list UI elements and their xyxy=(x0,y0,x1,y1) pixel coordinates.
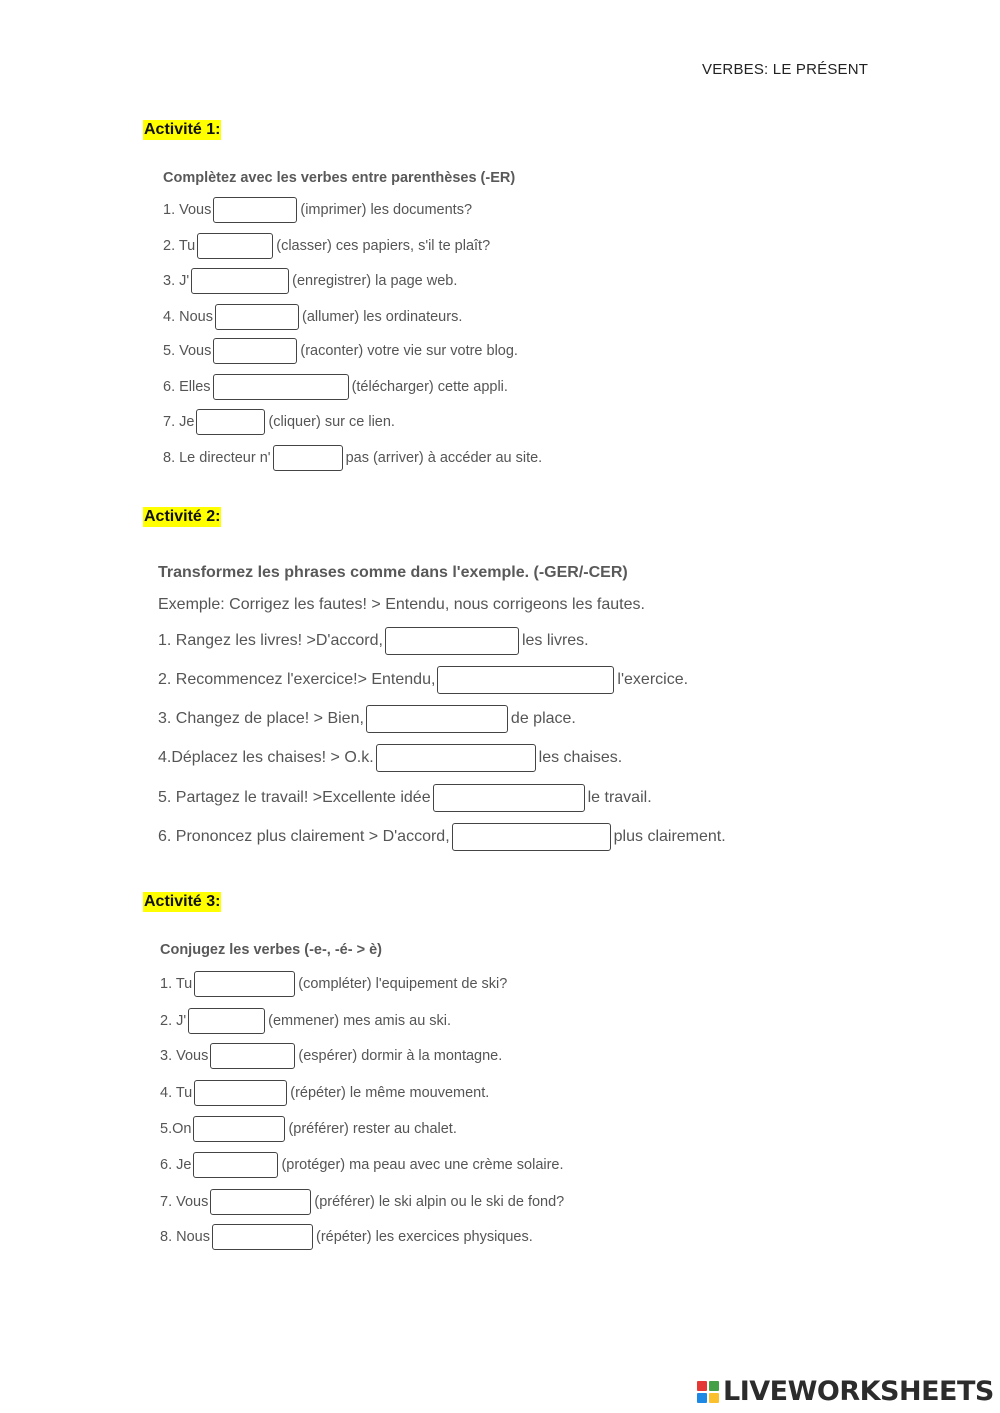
item-prompt: 2. Tu xyxy=(163,238,196,254)
activity-3-instruction: Conjugez les verbes (-e-, -é- > è) xyxy=(160,942,382,958)
answer-box[interactable] xyxy=(188,1008,265,1034)
item-prompt: 4. Tu xyxy=(160,1085,193,1101)
answer-box[interactable] xyxy=(213,338,297,364)
activity-1-item xyxy=(163,445,542,471)
activity-1-item xyxy=(163,197,472,223)
activity-2-item xyxy=(158,784,652,812)
item-hint: (espérer) dormir à la montagne. xyxy=(298,1048,503,1064)
answer-box[interactable] xyxy=(193,1116,285,1142)
item-prompt: 1. Rangez les livres! >D'accord, xyxy=(158,632,383,649)
answer-box[interactable] xyxy=(213,374,349,400)
activity-1-title: Activité 1: xyxy=(144,121,221,138)
item-hint: (télécharger) cette appli. xyxy=(351,379,508,395)
answer-box[interactable] xyxy=(273,445,343,471)
logo-square xyxy=(697,1393,707,1403)
item-hint: le travail. xyxy=(587,789,652,806)
item-prompt: 5.On xyxy=(160,1121,192,1137)
item-prompt: 7. Je xyxy=(163,414,195,430)
activity-3-item xyxy=(160,1224,533,1250)
answer-box[interactable] xyxy=(385,627,519,655)
answer-box[interactable] xyxy=(196,409,265,435)
logo-square xyxy=(709,1381,719,1391)
item-prompt: 2. Recommencez l'exercice!> Entendu, xyxy=(158,671,436,688)
answer-box[interactable] xyxy=(197,233,273,259)
item-hint: (compléter) l'equipement de ski? xyxy=(298,976,508,992)
item-hint: (classer) ces papiers, s'il te plaît? xyxy=(276,238,491,254)
activity-3-item xyxy=(160,1116,457,1142)
brand-name: LIVEWORKSHEETS xyxy=(723,1376,994,1407)
item-prompt: 8. Nous xyxy=(160,1229,210,1245)
activity-3-item xyxy=(160,971,507,997)
answer-box[interactable] xyxy=(194,1080,287,1106)
item-hint: pas (arriver) à accéder au site. xyxy=(345,450,543,466)
activity-2-example xyxy=(158,596,645,614)
logo-square xyxy=(697,1381,707,1391)
item-hint: (répéter) les exercices physiques. xyxy=(315,1229,533,1245)
answer-box[interactable] xyxy=(193,1152,278,1178)
item-hint: les livres. xyxy=(521,632,589,649)
activity-2-item xyxy=(158,627,589,655)
activity-1-item xyxy=(163,304,462,330)
item-hint: (protéger) ma peau avec une crème solaire. xyxy=(281,1157,564,1173)
activity-1-item xyxy=(163,338,518,364)
item-prompt: 2. J' xyxy=(160,1013,187,1029)
activity-1-instruction: Complètez avec les verbes entre parenthèses (-ER) xyxy=(163,170,516,186)
activity-2-item xyxy=(158,744,622,772)
activity-2-item xyxy=(158,823,726,851)
item-prompt: 6. Elles xyxy=(163,379,211,395)
activity-1-item xyxy=(163,233,490,259)
answer-box[interactable] xyxy=(191,268,289,294)
activity-2-instruction: Transformez les phrases comme dans l'exemple. (-GER/-CER) xyxy=(158,564,628,581)
activity-3-item xyxy=(160,1043,502,1069)
item-prompt: 3. Vous xyxy=(160,1048,209,1064)
item-prompt: 5. Vous xyxy=(163,343,212,359)
item-hint: (imprimer) les documents? xyxy=(300,202,473,218)
activity-3-title: Activité 3: xyxy=(144,893,221,910)
activity-1-item xyxy=(163,268,457,294)
item-prompt: 5. Partagez le travail! >Excellente idée xyxy=(158,789,431,806)
item-hint: (préférer) le ski alpin ou le ski de fond? xyxy=(314,1194,565,1210)
item-prompt: 7. Vous xyxy=(160,1194,209,1210)
item-hint: plus clairement. xyxy=(613,828,726,845)
activity-3-item xyxy=(160,1189,564,1215)
activity-1-item xyxy=(163,409,395,435)
answer-box[interactable] xyxy=(194,971,295,997)
answer-box[interactable] xyxy=(437,666,614,694)
item-prompt: 8. Le directeur n' xyxy=(163,450,271,466)
answer-box[interactable] xyxy=(210,1189,311,1215)
item-hint: (cliquer) sur ce lien. xyxy=(268,414,395,430)
page-title: VERBES: LE PRÉSENT xyxy=(702,61,869,78)
activity-2-title: Activité 2: xyxy=(144,508,221,525)
activity-2-item xyxy=(158,705,576,733)
item-prompt: 4.Déplacez les chaises! > O.k. xyxy=(158,749,374,766)
liveworksheets-logo xyxy=(697,1377,994,1407)
answer-box[interactable] xyxy=(452,823,611,851)
answer-box[interactable] xyxy=(433,784,585,812)
activity-2-item xyxy=(158,666,688,694)
item-hint: (répéter) le même mouvement. xyxy=(290,1085,490,1101)
item-hint: (allumer) les ordinateurs. xyxy=(301,309,463,325)
activity-1-item xyxy=(163,374,508,400)
activity-3-item xyxy=(160,1152,564,1178)
item-hint: de place. xyxy=(510,710,576,727)
example-text: Exemple: Corrigez les fautes! > Entendu, nous corrigeons les fautes. xyxy=(158,596,645,613)
logo-square xyxy=(709,1393,719,1403)
answer-box[interactable] xyxy=(212,1224,313,1250)
item-hint: (préférer) rester au chalet. xyxy=(288,1121,457,1137)
activity-3-item xyxy=(160,1008,451,1034)
item-hint: les chaises. xyxy=(538,749,623,766)
answer-box[interactable] xyxy=(376,744,536,772)
item-prompt: 3. Changez de place! > Bien, xyxy=(158,710,364,727)
item-prompt: 6. Prononcez plus clairement > D'accord, xyxy=(158,828,450,845)
item-hint: (enregistrer) la page web. xyxy=(292,273,458,289)
answer-box[interactable] xyxy=(210,1043,295,1069)
item-prompt: 6. Je xyxy=(160,1157,192,1173)
item-hint: (raconter) votre vie sur votre blog. xyxy=(300,343,518,359)
item-prompt: 4. Nous xyxy=(163,309,213,325)
item-prompt: 3. J' xyxy=(163,273,190,289)
item-prompt: 1. Tu xyxy=(160,976,193,992)
answer-box[interactable] xyxy=(213,197,297,223)
answer-box[interactable] xyxy=(366,705,508,733)
item-hint: (emmener) mes amis au ski. xyxy=(268,1013,452,1029)
item-hint: l'exercice. xyxy=(617,671,689,688)
item-prompt: 1. Vous xyxy=(163,202,212,218)
answer-box[interactable] xyxy=(215,304,299,330)
activity-3-item xyxy=(160,1080,489,1106)
logo-mark-icon xyxy=(697,1381,719,1403)
